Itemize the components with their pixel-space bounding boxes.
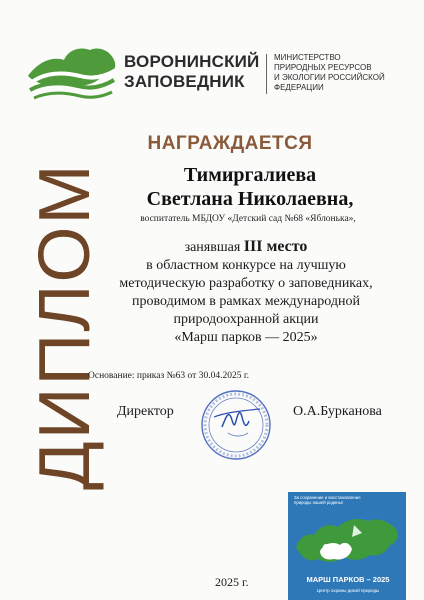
reserve-name-line2: ЗАПОВЕДНИК <box>124 72 245 91</box>
badge-slogan <box>294 495 402 505</box>
issue-year: 2025 г. <box>215 575 249 589</box>
badge-title: МАРШ ПАРКОВ – 2025 <box>306 575 390 584</box>
ministry-line1: МИНИСТЕРСТВО <box>274 53 341 62</box>
badge-slogan-line2: природы нашей родины! <box>294 500 344 505</box>
russia-map-icon <box>292 507 402 575</box>
badge-slogan-line1: За сохранение и восстановление <box>294 495 361 500</box>
description-line2: в областном конкурсе на лучшую <box>146 258 346 273</box>
signatory-title: Директор <box>117 404 174 419</box>
award-description <box>96 238 396 347</box>
description-line1 <box>96 238 396 257</box>
march-of-parks-badge <box>288 492 406 600</box>
header-divider <box>266 54 267 94</box>
description-line3: методическую разработку о заповедниках, <box>119 276 373 291</box>
diploma-vertical-title: ДИПЛОМ <box>25 162 105 490</box>
official-seal-stamp <box>198 387 274 463</box>
voronin-reserve-logo <box>24 42 120 106</box>
order-basis: Основание: приказ №63 от 30.04.2025 г. <box>88 371 250 381</box>
recipient-given-name: Светлана Николаевна, <box>146 188 354 210</box>
recipient-position: воспитатель МБДОУ «Детский сад №68 «Яблонька», <box>140 214 356 224</box>
place-label: III место <box>243 238 308 255</box>
description-line6: «Марш парков — 2025» <box>174 330 318 345</box>
recipient-surname: Тимиргалиева <box>183 164 317 186</box>
recipient-name <box>100 163 400 211</box>
award-heading: НАГРАЖДАЕТСЯ <box>147 133 313 154</box>
signatory-name: О.А.Бурканова <box>293 404 382 419</box>
ministry-line4: ФЕДЕРАЦИИ <box>274 83 324 92</box>
ministry-line3: И ЭКОЛОГИИ РОССИЙСКОЙ <box>274 73 385 82</box>
description-line4: проводимом в рамках международной <box>132 294 360 309</box>
description-line5: природоохранной акции <box>173 312 319 327</box>
description-prefix: занявшая <box>184 240 241 255</box>
badge-subtitle: Центр охраны дикой природы <box>316 588 380 593</box>
reserve-name <box>124 52 264 92</box>
ministry-line2: ПРИРОДНЫХ РЕСУРСОВ <box>274 63 372 72</box>
reserve-name-line1: ВОРОНИНСКИЙ <box>124 52 260 71</box>
ministry-name <box>274 53 404 93</box>
